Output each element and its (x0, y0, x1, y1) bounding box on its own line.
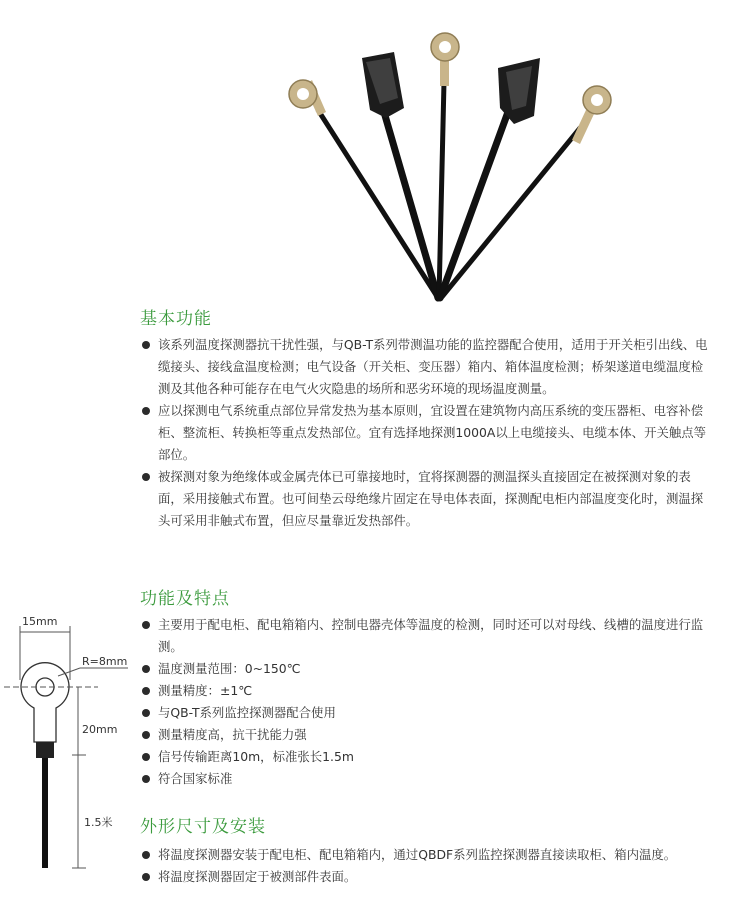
list-item: 信号传输距离10m，标准张长1.5m (140, 746, 712, 768)
dim-width-label: 15mm (22, 615, 58, 628)
list-item: 将温度探测器固定于被测部件表面。 (140, 866, 712, 888)
list-item: 被探测对象为绝缘体或金属壳体已可靠接地时，宜将探测器的测温探头直接固定在被探测对象的表面，采用接触式布置。也可间垫云母绝缘片固定在导电体表面，探测配电柜内部温度变化时，测温探头可采用非触式布置，但应尽量靠近发热部件。 (140, 466, 712, 532)
dim-cable-label: 1.5米 (84, 816, 113, 829)
ring-terminal-right (572, 86, 611, 144)
dim-radius-label: R=8mm (82, 655, 128, 668)
bullet-list-features (140, 614, 712, 790)
list-item: 应以探测电气系统重点部位异常发热为基本原则，宜设置在建筑物内高压系统的变压器柜、电容补偿柜、整流柜、转换柜等重点发热部位。宜有选择地探测1000A以上电缆接头、电缆本体、开关触点等部位。 (140, 400, 712, 466)
list-item: 温度测量范围：0~150℃ (140, 658, 712, 680)
list-item: 主要用于配电柜、配电箱箱内、控制电器壳体等温度的检测，同时还可以对母线、线槽的温度进行监测。 (140, 614, 712, 658)
product-photo (0, 0, 730, 305)
bullet-list-installation (140, 844, 712, 888)
sensor-sleeve (36, 742, 54, 758)
sensor-cables (318, 82, 580, 298)
dimension-diagram (0, 610, 140, 880)
list-item: 符合国家标准 (140, 768, 712, 790)
list-item: 与QB-T系列监控探测器配合使用 (140, 702, 712, 724)
list-item: 测量精度：±1℃ (140, 680, 712, 702)
section-title-dimensions-installation: 外形尺寸及安装 (140, 817, 266, 837)
dim-length-label: 20mm (82, 723, 118, 736)
clip-probe-left (362, 52, 404, 118)
list-item: 测量精度高，抗干扰能力强 (140, 724, 712, 746)
bullet-list-basic-functions (140, 334, 712, 532)
section-title-features: 功能及特点 (140, 589, 230, 609)
sensor-cable (42, 758, 48, 868)
ring-terminal-center (431, 33, 459, 86)
ring-terminal-left (289, 80, 326, 116)
section-title-basic-functions: 基本功能 (140, 309, 212, 329)
list-item: 该系列温度探测器抗干扰性强，与QB-T系列带测温功能的监控器配合使用，适用于开关柜引出线、电缆接头、接线盒温度检测；电气设备（开关柜、变压器）箱内、箱体温度检测；桥架遂道电缆温度检测及其他各种可能存在电气火灾隐患的场所和恶劣环境的现场温度测量。 (140, 334, 712, 400)
list-item: 将温度探测器安装于配电柜、配电箱箱内，通过QBDF系列监控探测器直接读取柜、箱内温度。 (140, 844, 712, 866)
